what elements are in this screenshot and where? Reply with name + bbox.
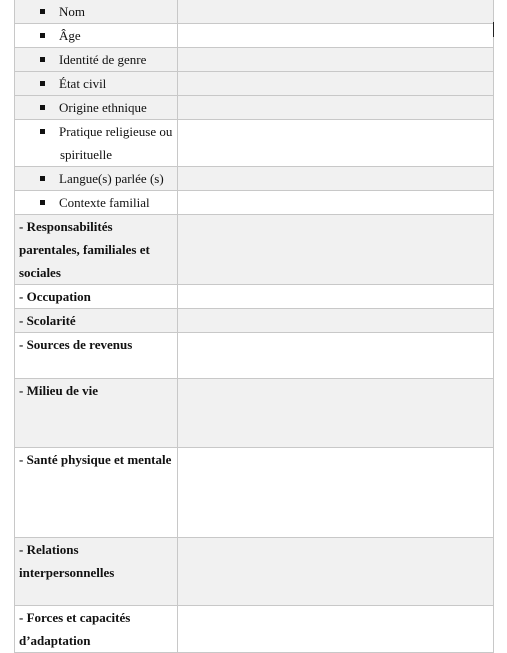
table-row	[15, 191, 494, 215]
answer-cell[interactable]	[178, 309, 494, 333]
answer-cell[interactable]	[178, 24, 494, 48]
section-label: - Milieu de vie	[15, 379, 178, 448]
section-label: - Relations interpersonnelles	[15, 538, 178, 606]
row-label: Âge	[15, 24, 178, 48]
answer-cell[interactable]	[178, 167, 494, 191]
answer-cell[interactable]	[178, 120, 494, 167]
answer-cell[interactable]	[178, 72, 494, 96]
table-row	[15, 24, 494, 48]
section-label: - Responsabilités parentales, familiales et sociales	[15, 215, 178, 285]
answer-cell[interactable]	[178, 333, 494, 379]
square-bullet-icon	[40, 176, 45, 181]
table-row	[15, 72, 494, 96]
row-label: État civil	[15, 72, 178, 96]
table-row	[15, 0, 494, 24]
table-row	[15, 167, 494, 191]
section-label: - Sources de revenus	[15, 333, 178, 379]
square-bullet-icon	[40, 9, 45, 14]
square-bullet-icon	[40, 200, 45, 205]
answer-cell[interactable]	[178, 0, 494, 24]
text-cursor	[493, 22, 494, 37]
answer-cell[interactable]	[178, 285, 494, 309]
intake-form-table	[14, 0, 494, 653]
answer-cell[interactable]	[178, 215, 494, 285]
section-label: - Santé physique et mentale	[15, 448, 178, 538]
row-label: Pratique religieuse ou spirituelle	[15, 120, 178, 167]
row-label: Identité de genre	[15, 48, 178, 72]
answer-cell[interactable]	[178, 379, 494, 448]
table-row	[15, 309, 494, 333]
table-row	[15, 120, 494, 167]
row-label: Origine ethnique	[15, 96, 178, 120]
square-bullet-icon	[40, 33, 45, 38]
section-label: - Forces et capacités d’adaptation	[15, 606, 178, 653]
table-row	[15, 538, 494, 606]
row-label: Contexte familial	[15, 191, 178, 215]
table-row	[15, 379, 494, 448]
square-bullet-icon	[40, 105, 45, 110]
answer-cell[interactable]	[178, 191, 494, 215]
row-label: Nom	[15, 0, 178, 24]
answer-cell[interactable]	[178, 538, 494, 606]
square-bullet-icon	[40, 57, 45, 62]
table-row	[15, 48, 494, 72]
answer-cell[interactable]	[178, 48, 494, 72]
table-row	[15, 333, 494, 379]
row-label: Langue(s) parlée (s)	[15, 167, 178, 191]
square-bullet-icon	[40, 81, 45, 86]
answer-cell[interactable]	[178, 448, 494, 538]
section-label: - Occupation	[15, 285, 178, 309]
table-row	[15, 285, 494, 309]
answer-cell[interactable]	[178, 96, 494, 120]
section-label: - Scolarité	[15, 309, 178, 333]
square-bullet-icon	[40, 129, 45, 134]
answer-cell[interactable]	[178, 606, 494, 653]
table-row	[15, 448, 494, 538]
table-row	[15, 215, 494, 285]
table-row	[15, 606, 494, 653]
table-row	[15, 96, 494, 120]
